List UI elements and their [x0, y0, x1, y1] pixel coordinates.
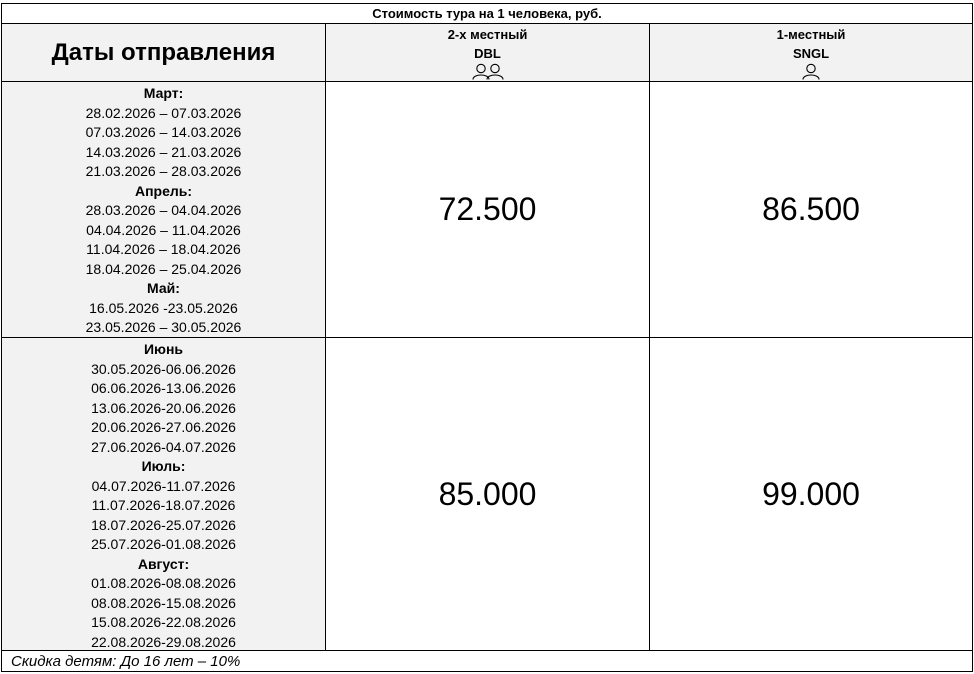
price-row-summer	[1, 337, 973, 651]
date-range: 18.04.2026 – 25.04.2026	[85, 260, 242, 277]
month-label: Июль:	[141, 458, 186, 474]
date-range: 23.05.2026 – 30.05.2026	[85, 319, 242, 335]
date-range: 27.06.2026-04.07.2026	[91, 438, 236, 455]
date-range: 08.08.2026-15.08.2026	[91, 594, 236, 611]
month-label: Апрель:	[134, 182, 193, 199]
month-label: Август:	[137, 555, 190, 572]
date-range: 04.07.2026-11.07.2026	[91, 477, 236, 494]
month-label: Июнь	[143, 341, 184, 357]
dates-column-header: Даты отправления	[1, 23, 326, 82]
date-range: 22.08.2026-29.08.2026	[91, 633, 236, 650]
date-range: 07.03.2026 – 14.03.2026	[85, 124, 242, 140]
dates-list	[1, 81, 326, 338]
sngl-header-code: SNGL	[792, 46, 830, 61]
date-range: 25.07.2026-01.08.2026	[91, 536, 236, 552]
date-range: 14.03.2026 – 21.03.2026	[85, 143, 242, 160]
date-range: 04.04.2026 – 11.04.2026	[86, 221, 241, 238]
dates-list	[1, 337, 326, 651]
date-range: 16.05.2026 -23.05.2026	[89, 299, 238, 316]
price-sngl: 99.000	[649, 337, 973, 651]
children-discount-note: Скидка детям: До 16 лет – 10%	[1, 650, 973, 672]
sngl-column-header	[649, 23, 973, 82]
date-range: 15.08.2026-22.08.2026	[91, 614, 236, 630]
dbl-header-code: DBL	[474, 46, 501, 61]
date-range: 01.08.2026-08.08.2026	[91, 575, 236, 591]
date-range: 13.06.2026-20.06.2026	[91, 399, 236, 416]
two-persons-icon	[471, 63, 505, 80]
date-range: 11.07.2026-18.07.2026	[91, 497, 236, 513]
sngl-header-label: 1-местный	[776, 27, 846, 42]
table-caption: Стоимость тура на 1 человека, руб.	[1, 3, 973, 23]
price-row-spring	[1, 81, 973, 338]
price-table	[1, 3, 973, 673]
date-range: 11.04.2026 – 18.04.2026	[86, 241, 241, 257]
dbl-header-label: 2-х местный	[447, 27, 528, 42]
date-range: 18.07.2026-25.07.2026	[91, 516, 236, 533]
date-range: 28.02.2026 – 07.03.2026	[85, 104, 242, 121]
price-sngl: 86.500	[649, 81, 973, 338]
date-range: 21.03.2026 – 28.03.2026	[85, 163, 242, 179]
date-range: 28.03.2026 – 04.04.2026	[85, 202, 242, 218]
date-range: 30.05.2026-06.06.2026	[91, 360, 236, 377]
price-dbl: 72.500	[325, 81, 650, 338]
dbl-column-header	[325, 23, 650, 82]
date-range: 06.06.2026-13.06.2026	[91, 380, 236, 396]
month-label: Май:	[147, 280, 180, 296]
date-range: 20.06.2026-27.06.2026	[91, 419, 236, 435]
price-dbl: 85.000	[325, 337, 650, 651]
month-label: Март:	[143, 85, 184, 101]
person-icon	[802, 63, 820, 80]
header-row	[1, 23, 973, 82]
